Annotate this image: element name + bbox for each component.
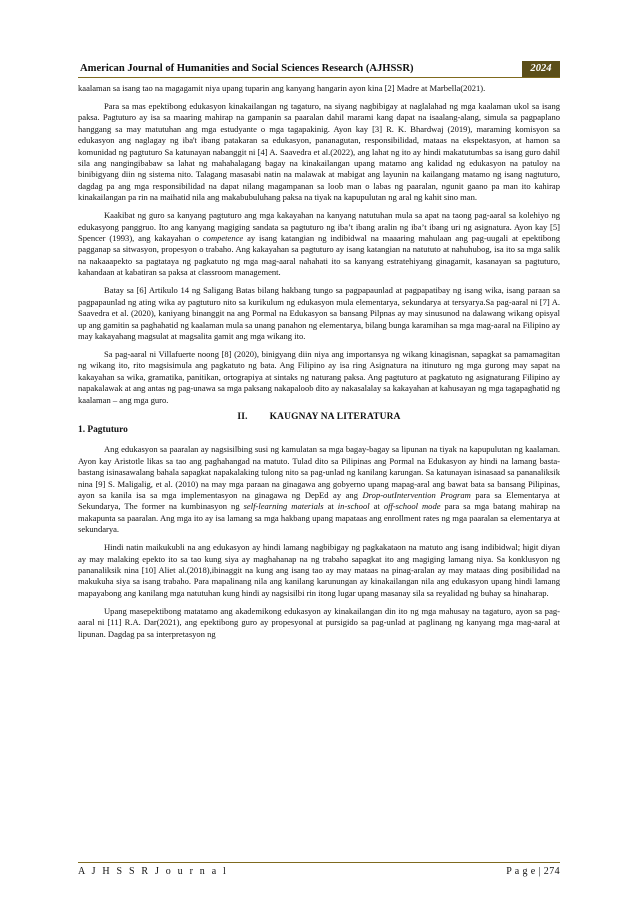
footer-journal-name: A J H S S R J o u r n a l — [78, 866, 229, 877]
paragraph: Kaakibat ng guro sa kanyang pagtuturo ang mga kakayahan na kanyang natutuhan mula sa apat na taong pag-aaral sa kolehiyo ng edukasyong panggruo. Ito ang kanyang magiging sandata sa pagtuturo ng iba’t ibang aralin ng iba’t ibang uri ng asignatura. Ayon kay [5] Spencer (1993), ang kakayahan o competence ay isang katangian ng indibidwal na maaaring mahulaan ang pag-uugali at epektibong pagganap sa sitwasyon, propesyon o trabaho. Ang kakayahan sa pagtuturo ay isang katangian na natututo at nahuhubog, isa ito sa mga salik na nakaaapekto sa pagtataya ng pagkatuto ng mga mag-aaral nahahati ito sa kanyang estratehiyang ginagamit, kasanayan sa pagtuturo, kahandaan at kabatiran sa paksa at classroom management. — [78, 210, 560, 278]
paragraph: Hindi natin maikukubli na ang edukasyon ay hindi lamang nagbibigay ng pagkakataon na matuto ang isang indibidwal; higit diyan ay may malaking epekto ito sa tao kung siya ay maghahanap na ng trabaho sapagkat ito ang magiging lamang niya. Sa konklusyon ng pananaliksik nina [10] Aliet al.(2018),ibinaggit na kung ang isang tao ay may mataas na pinag-aralan ay may mataas ding posibilidad na makukuha siya sa isang trabaho. Para mapalinang nila ang kanilang karunungan ay kinakailangan nila ang edukasyon upang hindi lamang mapayabong ang kanilang mga natutuhan kung hindi ay nagsisilbi rin itong lugar upang masanay sila sa reyalidad ng buhay sa hinaharap. — [78, 542, 560, 598]
page-footer — [78, 862, 560, 877]
paragraph: Para sa mas epektibong edukasyon kinakailangan ng tagaturo, na siyang nagbibigay at naglalahad ng mga kaalaman ukol sa isang paksa. Pagtuturo ay isa sa maaring mahirap na gampanin sa paaralan dahil marami kang dapat na isaalang-alang, simula sa pagpaplano hanggang sa may matutuhan ang mga estudyante o mga tagapakinig. Ayon kay [3] R. K. Bhardwaj (2019), maraming komisyon sa edukasyon ang naglagay ng iba't ibang patakaran sa edukasyon, pananagutan, responsibilidad, mataas na ekspektasyon, at hamon sa komunidad ng pagtuturo Sa katunayan nabanggit ni [4] A. Saavedra et al.(2022), ang lahat ng ito ay hindi makatutumbas sa isang guro dahil sila ang nangingibabaw sa lahat ng mahahalagang bagay na kinakailangan upang matamo ang kalidad ng edukasyon na patuloy na binibigyang diin ng sistema nito. Talagang masasabi natin na malawak at mabigat ang layunin na kailangang matamo ng isang nagtuturo, dagdag pa ang mga responsibilidad na dapat nilang magampanan sa loob man o labas ng paaralan, ngunit gaano pa man ito kahirap kinakailangan pa rin na maihatid nila ang makabubuluhang paksa na tiyak na kapupulutan ng aral ng kahit sino man. — [78, 100, 560, 203]
paragraph: Upang masepektibong matatamo ang akademikong edukasyon ay kinakailangan din ito ng mga mahusay na tagaturo, ayon sa pag-aaral ni [11] R.A. Dar(2021), ang epektibong guro ay propesyonal at pursigido sa pag-unlad at paglinang ng kanyang mga mag-aaral at lipunan. Dagdag pa sa interpretasyon ng — [78, 605, 560, 639]
page-number: P a g e | 274 — [506, 866, 560, 877]
emphasis-term: competence — [202, 233, 244, 244]
section-heading — [78, 412, 560, 423]
journal-header — [78, 61, 560, 78]
article-body — [78, 83, 560, 646]
section-title: KAUGNAY NA LITERATURA — [269, 412, 401, 423]
emphasis-term: off-school mode — [383, 501, 441, 512]
paragraph-continued: kaalaman sa isang tao na magagamit niya upang tuparin ang kanyang hangarin ayon kina [2] Madre at Marbella(2021). — [78, 83, 486, 93]
emphasis-term: Drop-outIntervention Program — [362, 489, 471, 500]
section-number: II. — [237, 412, 248, 423]
subsection-heading: 1. Pagtuturo — [78, 424, 128, 435]
journal-year: 2024 — [522, 61, 560, 77]
paragraph: Sa pag-aaral ni Villafuerte noong [8] (2020), binigyang diin niya ang importansya ng wikang kinagisnan, sapagkat sa pamamagitan ng wikang ito, rito magsisimula ang pagkatuto ng bata. Ang Filipino ay isa ring Asignatura na itinuturo ng mga gurong may sapat na kakayahan sa wika, gramatika, panitikan, ortograpiya at sintaks ng naturang paksa. Ang pagtuturo at pagkatuto ng asignaturang Filipino ay napakalawak at ang antas ng pag-unawa sa mga paksang nakapaloob dito ay nakasalalay sa kakayahan at kahusayan ng mga tagapaghatid ng kaalaman – ang mga guro. — [78, 348, 560, 405]
emphasis-term: self-learning materials — [243, 501, 324, 512]
emphasis-term: in-school — [337, 501, 370, 512]
paragraph: Batay sa [6] Artikulo 14 ng Saligang Batas bilang hakbang tungo sa pagpapaunlad at pagpapatibay ng isang wika, isang paraan sa pagpapaunlad ng ating wika ay pagtuturo nito sa kurikulum ng edukasyon mula elementarya, sekundarya at tersyarya.Sa pag-aaral ni [7] A. Saavedra et al. (2020), kaniyang binanggit na ang Pormal na Edukasyon sa bansang Pilpnas ay may sinusunod na dalawang wikang opisyal up ang gamitin sa paghahatid ng kaalaman mula sa unang panahon ng elementarya, bilang bunga karamihan sa mga mag-aaral na Filipino ay may kakayahang magsulat at magsalita gamit ang mga wikang ito. — [78, 285, 560, 341]
journal-title: American Journal of Humanities and Social Sciences Research (AJHSSR) — [80, 63, 414, 74]
paragraph: Ang edukasyon sa paaralan ay nagsisilbing susi ng kamulatan sa mga bagay-bagay sa lipunan na tiyak na kapupulutan ng kaalaman. Ayon kay Aristotle likas sa tao ang paghahangad na matuto. Tulad dito sa Pilipinas ang Pormal na Edukasyon ay hindi na lamang basta-bastang isinasawalang bahala sapagkat napakalaking tulong nito sa pag-unlad ng kanilang karungan. Sa katunayan isinasaad sa pananaliksik nina [9] S. Maligalig, et al. (2010) na may mga paraan na ginagawa ang gobyerno upang mapag-aral ang bawat bata sa bansang Pilipinas, ayon sa kanila isa sa mga implementasyon na ginagawa ng DepEd ay ang Drop-outIntervention Program para sa Elementarya at Sekundarya, The former na kumbinasyon ng self-learning materials at in-school at off-school mode para sa mga batang mahirap na makapunta sa paaralan. Ang mga ito ay isa lamang sa mga hakbang upang mapataas ang enrollment rates ng mga paaralan sa elementarya at sekundarya. — [78, 444, 561, 535]
